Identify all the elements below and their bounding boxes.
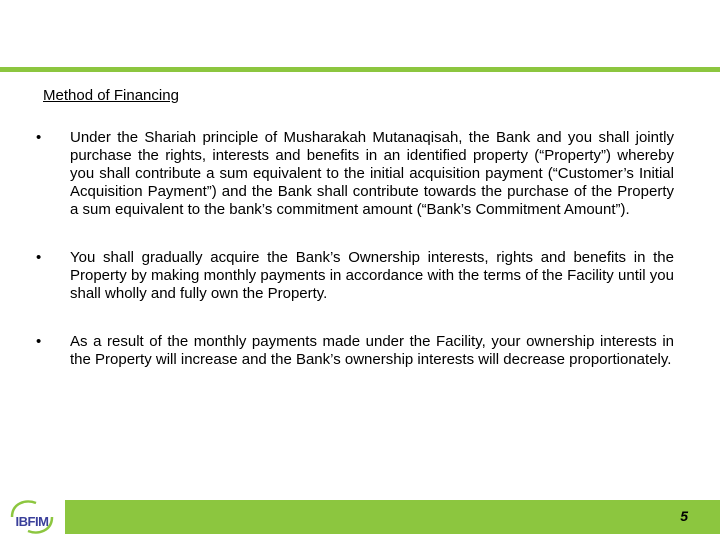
bullet-item: [36, 333, 674, 369]
bullet-item: [36, 129, 674, 219]
bullet-marker: •: [36, 129, 42, 146]
footer-bar: [65, 500, 720, 534]
bullet-marker: •: [36, 333, 42, 350]
top-divider: [0, 67, 720, 72]
bullet-marker: •: [36, 249, 42, 266]
bullet-text: Under the Shariah principle of Musharakah Mutanaqisah, the Bank and you shall jointly purchase the rights, interests and benefits in an identified property (“Property”) whereby you shall contribute a sum equivalent to the initial acquisition payment (“Customer’s Initial Acquisition Payment”) and the Bank shall contribute towards the purchase of the Property a sum equivalent to the bank’s commitment amount (“Bank’s Commitment Amount”).: [70, 129, 674, 218]
logo-wordmark: IBFIM: [15, 514, 49, 529]
bullet-text: As a result of the monthly payments made under the Facility, your ownership interests in the Property will increase and the Bank’s ownership interests will decrease proportionately.: [70, 333, 674, 368]
slide-heading: Method of Financing: [43, 87, 179, 104]
page-number: 5: [680, 508, 688, 524]
bullet-item: [36, 249, 674, 303]
bullet-text: You shall gradually acquire the Bank’s Ownership interests, rights and benefits in the Property by making monthly payments in accordance with the terms of the Facility until you shall wholly and fully own the Property.: [70, 249, 674, 302]
bullet-list: [36, 129, 674, 369]
